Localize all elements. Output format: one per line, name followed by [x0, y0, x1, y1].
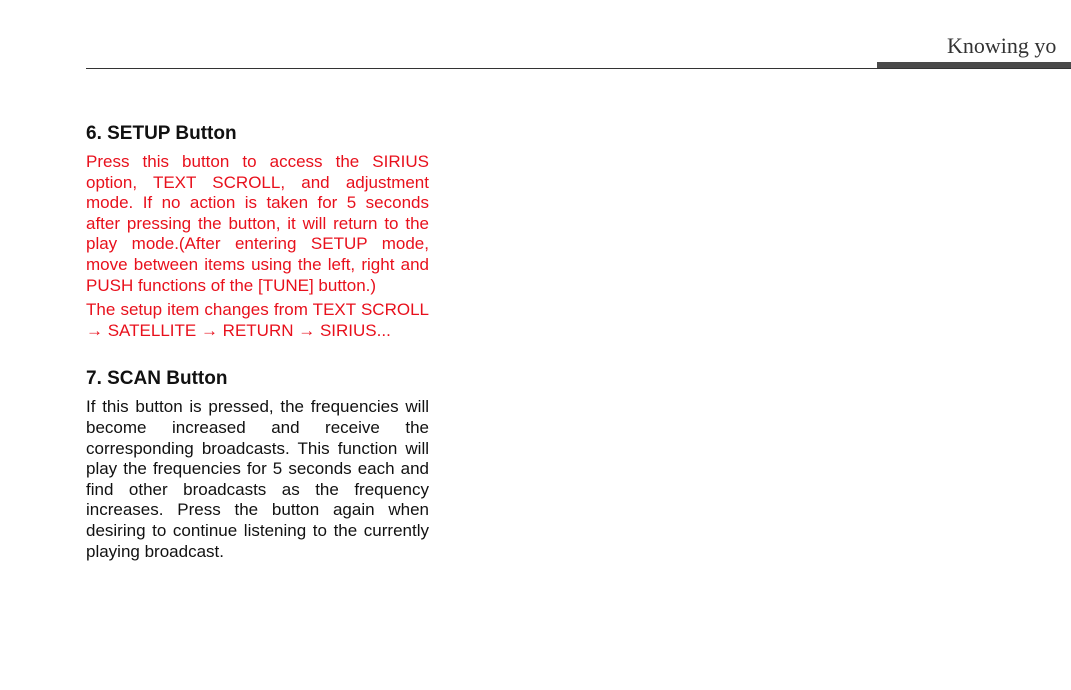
section-scan-button — [86, 367, 429, 562]
section-heading: 6. SETUP Button — [86, 123, 237, 144]
section-paragraph: If this button is pressed, the frequencies will become increased and receive the corresponding broadcasts. This function will play the frequencies for 5 seconds each and find other broadcasts as the frequency increases. Press the button again when desiring to continue listening to the currently playing broadcast. — [86, 397, 429, 561]
page-content — [86, 122, 429, 562]
section-setup-button — [86, 122, 429, 341]
section-heading: 7. SCAN Button — [86, 368, 228, 390]
section-paragraph: Press this button to access the SIRIUS option, TEXT SCROLL, and adjustment mode. If no action is taken for 5 seconds after pressing the button, it will return to the play mode.(After entering SETUP mode, move between items using the left, right and PUSH functions of the [TUNE] button.) — [86, 152, 429, 295]
running-header-title: Knowing yo — [947, 33, 1057, 58]
header-rule — [86, 68, 1071, 69]
section-paragraph: The setup item changes from TEXT SCROLL → SATELLITE → RETURN → SIRIUS... — [86, 300, 429, 340]
